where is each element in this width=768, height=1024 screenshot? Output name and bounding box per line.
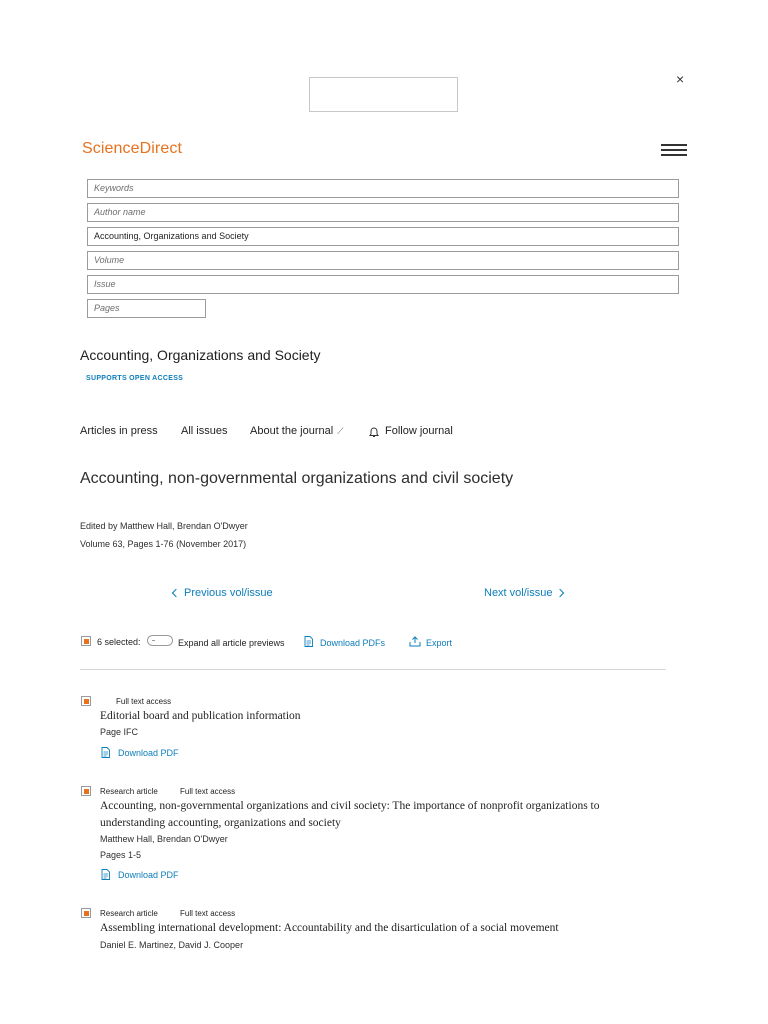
journal-title[interactable]: Accounting, Organizations and Society bbox=[80, 347, 321, 363]
article-2-pages: Pages 1-5 bbox=[100, 850, 142, 860]
nav-about-journal[interactable] bbox=[250, 425, 343, 437]
nav-articles-in-press[interactable]: Articles in press bbox=[80, 425, 158, 437]
article-2-title-line-2[interactable]: understanding accounting, organizations and society bbox=[100, 817, 341, 829]
sciencedirect-logo[interactable]: ScienceDirect bbox=[82, 140, 183, 157]
ad-placeholder bbox=[309, 77, 458, 112]
nav-all-issues[interactable]: All issues bbox=[181, 425, 228, 437]
chevron-left-icon bbox=[172, 589, 180, 597]
export-button[interactable]: Export bbox=[426, 638, 453, 648]
article-2-title-line-1[interactable]: Accounting, non-governmental organizations and civil society: The importance of nonprofit organizations to bbox=[100, 800, 600, 812]
open-access-badge[interactable]: SUPPORTS OPEN ACCESS bbox=[86, 375, 184, 382]
article-3-authors: Daniel E. Martinez, David J. Cooper bbox=[100, 940, 244, 950]
expand-previews-label: Expand all article previews bbox=[178, 638, 285, 648]
issue-input[interactable]: Issue bbox=[87, 275, 679, 294]
article-2-authors: Matthew Hall, Brendan O'Dwyer bbox=[100, 834, 228, 844]
nav-about-label: About the journal bbox=[250, 425, 334, 437]
article-1-access: Full text access bbox=[116, 697, 172, 706]
article-2-checkbox[interactable] bbox=[81, 786, 91, 796]
article-3-title[interactable]: Assembling international development: Accountability and the disarticulation of a social movement bbox=[100, 922, 559, 934]
pages-input[interactable]: Pages bbox=[87, 299, 206, 318]
article-1-download-pdf[interactable]: Download PDF bbox=[118, 748, 179, 758]
issue-title: Accounting, non-governmental organizations and civil society bbox=[80, 470, 514, 487]
article-1-title[interactable]: Editorial board and publication information bbox=[100, 710, 301, 722]
close-icon[interactable]: × bbox=[676, 71, 685, 87]
keywords-input[interactable]: Keywords bbox=[87, 179, 679, 198]
journal-title-input[interactable]: Accounting, Organizations and Society bbox=[87, 227, 679, 246]
select-all-checkbox[interactable] bbox=[81, 636, 91, 646]
expand-previews-toggle[interactable] bbox=[147, 635, 173, 646]
selected-count: 6 selected: bbox=[97, 637, 141, 647]
previous-issue-link[interactable] bbox=[173, 587, 273, 599]
volume-input[interactable]: Volume bbox=[87, 251, 679, 270]
article-2-access: Full text access bbox=[180, 787, 236, 796]
hamburger-menu-icon[interactable] bbox=[661, 144, 687, 156]
article-3-checkbox[interactable] bbox=[81, 908, 91, 918]
article-3-access: Full text access bbox=[180, 909, 236, 918]
pdf-icon bbox=[304, 636, 313, 647]
previous-issue-label: Previous vol/issue bbox=[184, 587, 273, 599]
export-icon bbox=[409, 636, 421, 647]
external-link-icon: ⟋ bbox=[337, 426, 344, 436]
author-name-input[interactable]: Author name bbox=[87, 203, 679, 222]
nav-follow-journal[interactable]: Follow journal bbox=[385, 425, 453, 437]
issue-volume: Volume 63, Pages 1-76 (November 2017) bbox=[80, 539, 247, 549]
toolbar-divider bbox=[80, 669, 666, 670]
bell-icon bbox=[369, 427, 379, 438]
issue-editors: Edited by Matthew Hall, Brendan O'Dwyer bbox=[80, 521, 248, 531]
next-issue-link[interactable] bbox=[484, 587, 563, 599]
chevron-right-icon bbox=[556, 589, 564, 597]
pdf-icon bbox=[101, 747, 110, 758]
article-2-type: Research article bbox=[100, 787, 158, 796]
article-1-pages: Page IFC bbox=[100, 727, 139, 737]
article-3-type: Research article bbox=[100, 909, 158, 918]
article-2-download-pdf[interactable]: Download PDF bbox=[118, 870, 179, 880]
download-pdfs-button[interactable]: Download PDFs bbox=[320, 638, 386, 648]
pdf-icon bbox=[101, 869, 110, 880]
article-1-checkbox[interactable] bbox=[81, 696, 91, 706]
next-issue-label: Next vol/issue bbox=[484, 587, 553, 599]
